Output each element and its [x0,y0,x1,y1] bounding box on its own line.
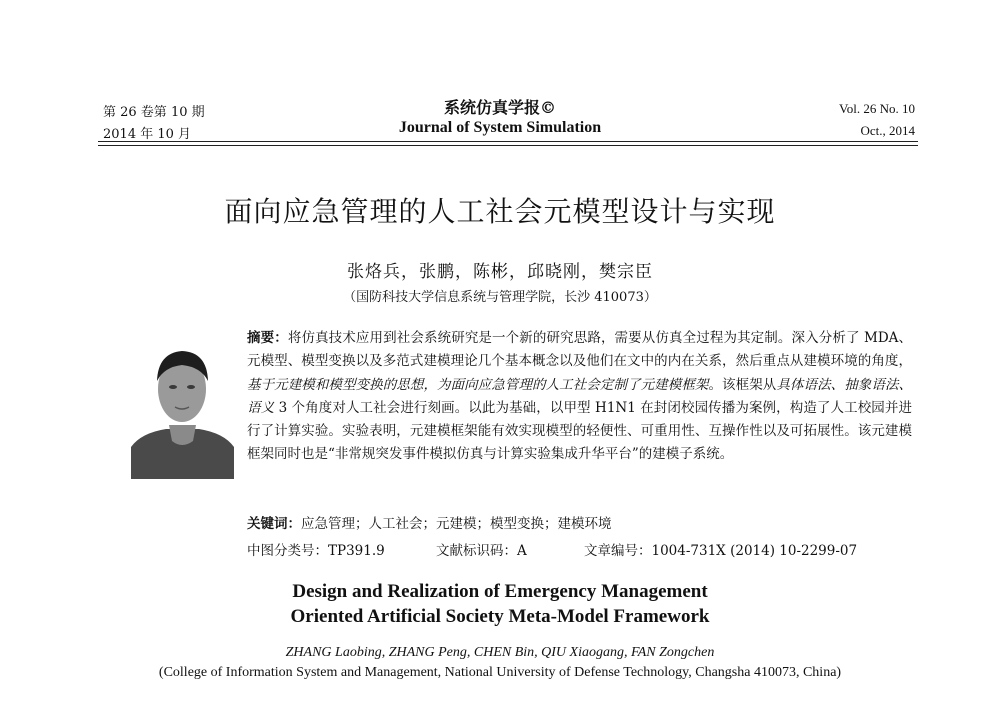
abstract-text-5: 3 个角度对人工社会进行刻画。以此为基础，以甲型 H1N1 在封闭校园传播为案例，构造了人工校园并进行了计算实验。实验表明，元建模框架能有效实现模型的轻便性、可重用性、互操作性以及可拓展性。该元建模框架同时也是“非常规突发事件模拟仿真与计算实验集成升华平台”的建模子系统。 [247,399,912,463]
affiliation-en: (College of Information System and Management, National University of Defense Technology, Changsha 410073, China) [158,665,842,680]
article-title-cn: 面向应急管理的人工社会元模型设计与实现 [224,195,776,228]
abstract-text-4: 具体语法、抽象语法、语义 [247,376,913,416]
authors-cn: 张烙兵，张鹏，陈彬，邱晓刚，樊宗臣 [347,262,653,282]
authors-en: ZHANG Laobing, ZHANG Peng, CHEN Bin, QIU Xiaogang, FAN Zongchen [285,645,715,660]
abstract-text-1: 将仿真技术应用到社会系统研究是一个新的研究思路，需要从仿真全过程为其定制。深入分析了 MDA、元模型、模型变换以及多范式建模理论几个基本概念以及他们在文中的内在关系，然后重点从建模环境的角度， [247,330,913,370]
article-title-en-line2: Oriented Artificial Society Meta-Model Framework [290,606,710,627]
date-en: Oct., 2014 [860,123,915,138]
abstract-cn [247,327,912,467]
clc-number: 中图分类号：TP391.9 [247,543,385,559]
abstract-text-2: 基于元建模和模型变换的思想，为面向应急管理的人工社会定制了元建模框架 [247,376,709,393]
affiliation-cn: （国防科技大学信息系统与管理学院，长沙 410073） [343,290,657,305]
journal-title-en: Journal of System Simulation [398,119,602,136]
article-title-en-line1: Design and Realization of Emergency Management [292,581,708,602]
abstract-text-3: 。该框架从 [708,376,777,393]
journal-title-cn: 系统仿真学报© [443,98,556,117]
header-rule-thick [98,141,918,142]
date-cn: 2014 年 10 月 [103,127,192,142]
author-photo [131,329,234,479]
document-code: 文献标识码：A [436,543,527,559]
keywords-label: 关键词： [247,516,301,532]
keywords-cn [247,512,612,532]
abstract-label: 摘要： [247,330,288,346]
keywords-text: 应急管理；人工社会；元建模；模型变换；建模环境 [301,516,612,532]
header-rule-thin [98,145,918,146]
volume-issue-cn: 第 26 卷第 10 期 [103,105,205,120]
volume-issue-en: Vol. 26 No. 10 [839,101,915,116]
article-number: 文章编号：1004-731X (2014) 10-2299-07 [584,543,858,559]
